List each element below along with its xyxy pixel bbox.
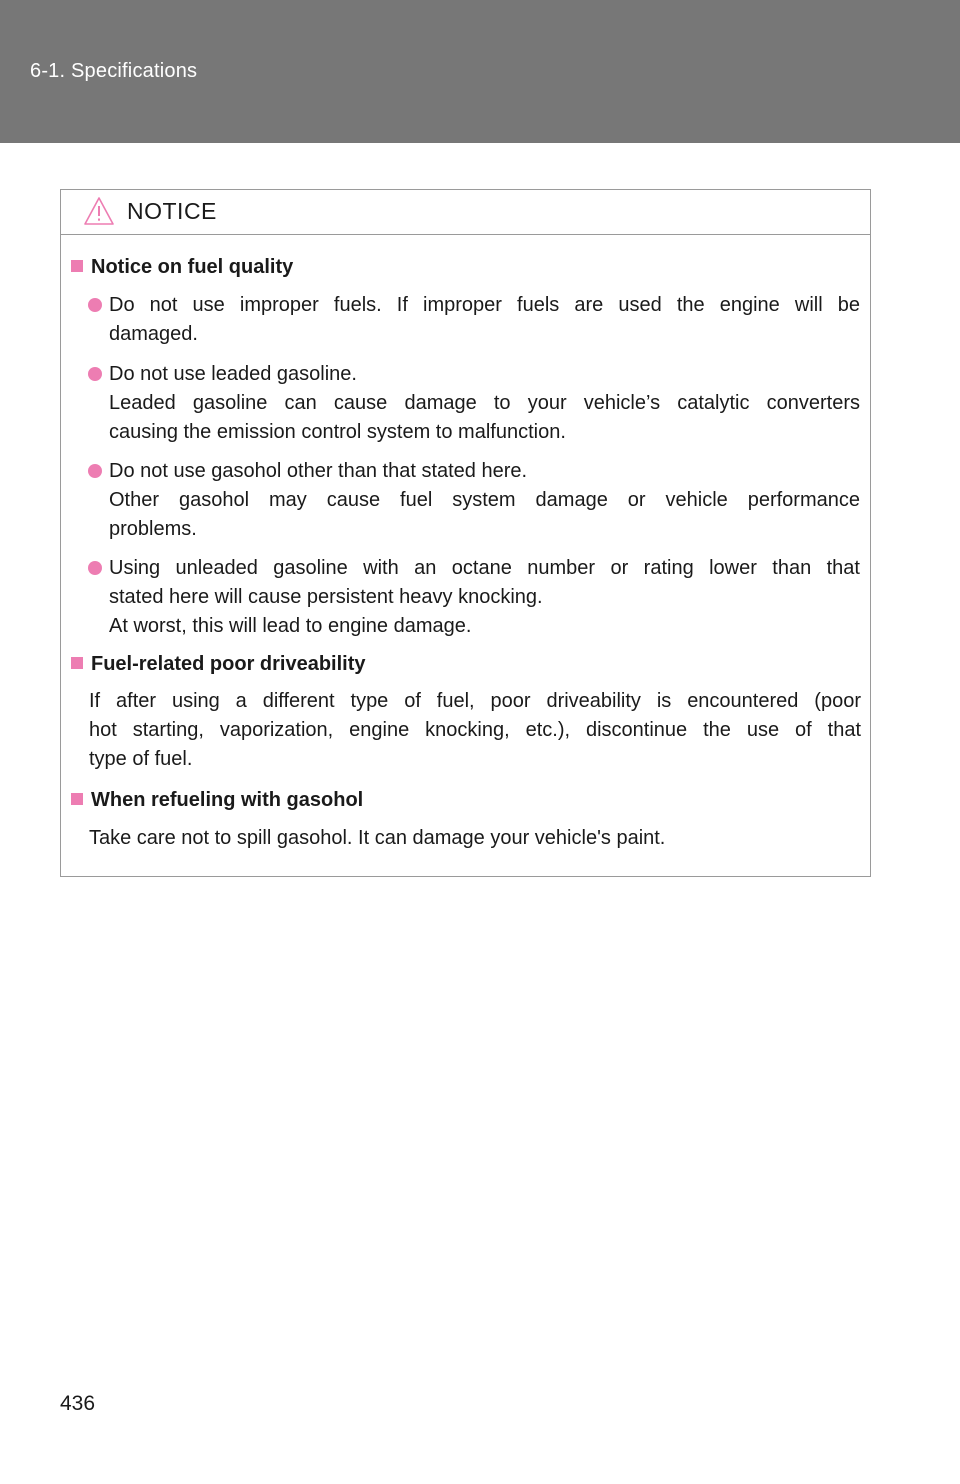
bullet-line: stated here will cause persistent heavy knocking. xyxy=(109,586,543,608)
section-heading-fuel-quality xyxy=(71,256,293,279)
bullet-line: At worst, this will lead to engine damage. xyxy=(109,615,472,637)
header-band xyxy=(0,0,960,143)
notice-header xyxy=(61,190,870,235)
round-bullet-icon xyxy=(88,298,102,312)
section-label: 6-1. Specifications xyxy=(30,60,198,82)
round-bullet-icon xyxy=(88,464,102,478)
bullet-line: Do not use improper fuels. If improper fuels are used the engine will be xyxy=(109,294,860,316)
section-heading-text: Fuel-related poor driveability xyxy=(91,653,366,675)
bullet-leaded-gasoline xyxy=(88,360,860,447)
page-number: 436 xyxy=(60,1392,96,1415)
paragraph-line: type of fuel. xyxy=(89,748,193,770)
bullet-line: damaged. xyxy=(109,323,198,345)
bullet-improper-fuels xyxy=(88,291,860,349)
bullet-line: Leaded gasoline can cause damage to your vehicle’s catalytic converters xyxy=(109,392,860,414)
bullet-line: Do not use gasohol other than that stated here. xyxy=(109,460,528,482)
bullet-line: Other gasohol may cause fuel system damage or vehicle performance xyxy=(109,489,860,511)
notice-title: NOTICE xyxy=(127,198,217,224)
paragraph-refueling xyxy=(89,824,861,853)
section-heading-text: When refueling with gasohol xyxy=(91,789,364,811)
bullet-line: Using unleaded gasoline with an octane number or rating lower than that xyxy=(109,557,860,579)
section-heading-refueling xyxy=(71,789,363,812)
paragraph-line: Take care not to spill gasohol. It can damage your vehicle's paint. xyxy=(89,827,666,849)
paragraph-driveability xyxy=(89,687,861,774)
section-heading-text: Notice on fuel quality xyxy=(91,256,294,278)
section-heading-driveability xyxy=(71,653,366,676)
square-bullet-icon xyxy=(71,793,83,805)
warning-triangle-icon xyxy=(83,196,115,226)
paragraph-line: hot starting, vaporization, engine knocking, etc.), discontinue the use of that xyxy=(89,719,861,741)
bullet-gasohol xyxy=(88,457,860,544)
square-bullet-icon xyxy=(71,260,83,272)
square-bullet-icon xyxy=(71,657,83,669)
bullet-octane-rating xyxy=(88,554,860,641)
paragraph-line: If after using a different type of fuel, poor driveability is encountered (poor xyxy=(89,690,861,712)
bullet-line: causing the emission control system to malfunction. xyxy=(109,421,566,443)
round-bullet-icon xyxy=(88,561,102,575)
bullet-line: Do not use leaded gasoline. xyxy=(109,363,357,385)
bullet-line: problems. xyxy=(109,518,197,540)
round-bullet-icon xyxy=(88,367,102,381)
notice-box xyxy=(60,189,871,877)
